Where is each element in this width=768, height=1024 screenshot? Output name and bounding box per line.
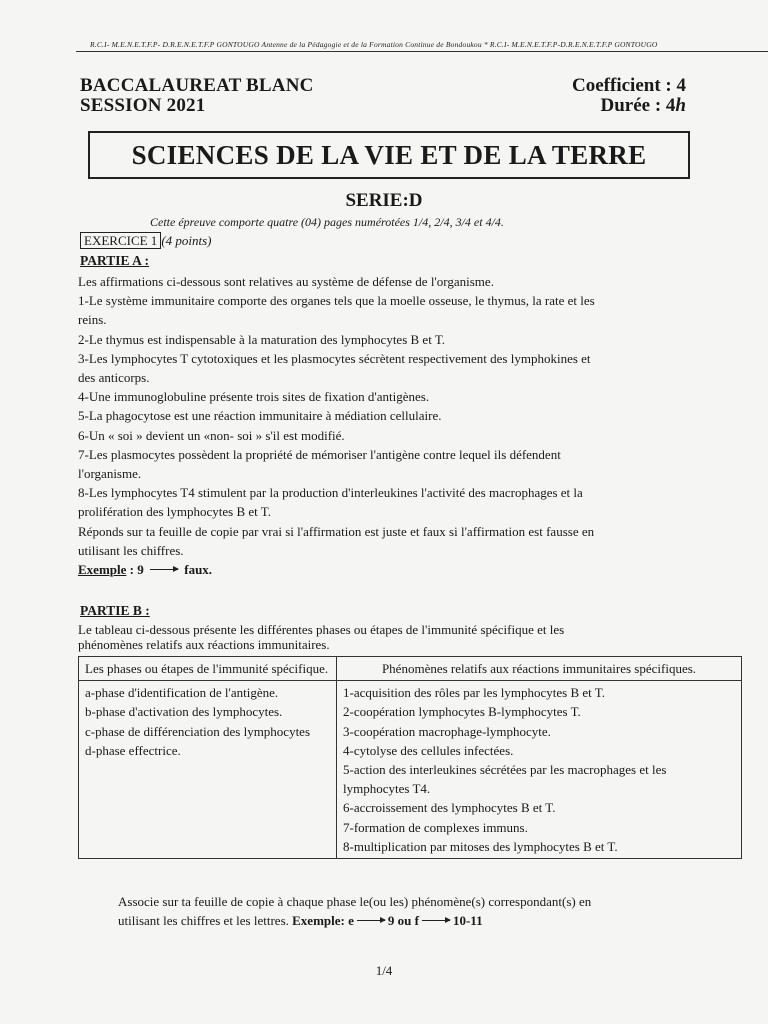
exam-duration — [601, 95, 687, 117]
phenomene-item: 5-action des interleukines sécrétées par les macrophages et les lymphocytes T4. — [343, 762, 667, 797]
duration-label: Durée : 4 — [600, 95, 676, 116]
partie-b-instruction — [118, 892, 591, 930]
duration-unit: h — [675, 95, 686, 116]
partie-a-line: reins. — [78, 312, 107, 328]
phenomene-item: 6-accroissement des lymphocytes B et T. — [343, 800, 556, 816]
exam-session: SESSION 2021 — [80, 95, 206, 116]
page-number: 1/4 — [375, 963, 393, 978]
example-label: Exemple — [78, 562, 127, 578]
phase-item: a-phase d'identification de l'antigène. — [85, 685, 279, 701]
example-b-letter-1: e — [348, 913, 354, 928]
phenomene-item: 7-formation de complexes immuns. — [343, 819, 528, 835]
phases-cell — [79, 681, 337, 859]
subject-title: SCIENCES DE LA VIE ET DE LA TERRE — [88, 131, 690, 179]
partie-a-title: PARTIE A : — [80, 253, 150, 268]
exercise-1-label: EXERCICE 1 — [80, 232, 161, 249]
partie-a-line: 8-Les lymphocytes T4 stimulent par la production d'interleukines l'activité des macrophages et la — [78, 485, 583, 501]
table-header-row — [79, 657, 742, 681]
example-b-label: Exemple: — [292, 913, 345, 928]
example-value: : 9 — [126, 562, 147, 578]
instruction-line-1: Associe sur ta feuille de copie à chaque phase le(ou les) phénomène(s) correspondant(s) en — [118, 894, 592, 909]
partie-a-line: Réponds sur ta feuille de copie par vrai si l'affirmation est juste et faux si l'affirmation est fausse en — [78, 523, 595, 539]
phenomene-item: 2-coopération lymphocytes B-lymphocytes T. — [343, 704, 581, 720]
phase-item: c-phase de différenciation des lymphocytes — [85, 723, 311, 739]
example-b-value-2: 10-11 — [452, 913, 483, 928]
header-institution-line: R.C.I- M.E.N.E.T.F.P- D.R.E.N.E.T.F.P GONTOUGO Antenne de la Pédagogie et de la Formation Continue de Bondoukou * R.C.I- M.E.N.E.T.F.P-D.R.E.N.E.T.F.P GONTOUGO — [90, 40, 658, 49]
partie-b-intro-line: phénomènes relatifs aux réactions immunitaires. — [78, 637, 330, 653]
example-b-value-1: 9 — [387, 913, 395, 928]
phase-item: d-phase effectrice. — [85, 742, 181, 758]
phenomene-item: 1-acquisition des rôles par les lymphocytes B et T. — [343, 685, 605, 701]
arrow-icon — [422, 920, 450, 921]
partie-a-line: 6-Un « soi » devient un «non- soi » s'il est modifié. — [78, 427, 345, 443]
partie-a-line: des anticorps. — [78, 370, 150, 386]
partie-a-line: Les affirmations ci-dessous sont relatives au système de défense de l'organisme. — [78, 274, 494, 289]
partie-a-line: 1-Le système immunitaire comporte des organes tels que la moelle osseuse, le thymus, la rate et les — [78, 293, 595, 309]
partie-a-line: 2-Le thymus est indispensable à la maturation des lymphocytes B et T. — [78, 331, 446, 347]
arrow-icon — [150, 569, 178, 570]
serie-label: SERIE:D — [345, 190, 423, 211]
phases-table — [78, 656, 742, 859]
exam-title: BACCALAUREAT BLANC — [80, 75, 314, 96]
example-b-or: ou f — [397, 913, 419, 928]
arrow-icon — [357, 920, 385, 921]
phenomene-item: 4-cytolyse des cellules infectées. — [343, 742, 514, 758]
pages-note: Cette épreuve comporte quatre (04) pages numérotées 1/4, 2/4, 3/4 et 4/4. — [150, 215, 504, 229]
partie-a-line: 4-Une immunoglobuline présente trois sites de fixation d'antigènes. — [78, 389, 430, 405]
exercise-1-title — [80, 233, 212, 249]
table-row — [79, 681, 742, 859]
partie-b-title: PARTIE B : — [80, 603, 150, 618]
phenomenes-cell — [337, 681, 742, 859]
partie-a-example — [78, 560, 718, 579]
partie-a-line: 7-Les plasmocytes possèdent la propriété de mémoriser l'antigène contre lequel ils défendent — [78, 446, 561, 462]
exam-coefficient: Coefficient : 4 — [572, 75, 686, 96]
table-header-phases: Les phases ou étapes de l'immunité spécifique. — [79, 657, 337, 681]
instruction-line-2-text: utilisant les chiffres et les lettres. — [118, 913, 289, 928]
partie-b-intro — [78, 620, 718, 654]
example-answer: faux. — [180, 562, 213, 578]
partie-a-body — [78, 272, 718, 579]
exercise-1-points: (4 points) — [161, 233, 212, 248]
partie-a-line: l'organisme. — [78, 466, 142, 482]
instruction-line-2 — [118, 911, 591, 930]
phenomene-item: 3-coopération macrophage-lymphocyte. — [343, 723, 551, 739]
partie-a-line: prolifération des lymphocytes B et T. — [78, 504, 272, 520]
phase-item: b-phase d'activation des lymphocytes. — [85, 704, 283, 720]
phenomene-item: 8-multiplication par mitoses des lymphocytes B et T. — [343, 838, 618, 854]
table-header-phenomenes: Phénomènes relatifs aux réactions immunitaires spécifiques. — [337, 657, 742, 681]
partie-a-line: 5-La phagocytose est une réaction immunitaire à médiation cellulaire. — [78, 408, 442, 424]
partie-a-line: 3-Les lymphocytes T cytotoxiques et les plasmocytes sécrètent respectivement des lymphokines et — [78, 350, 591, 366]
partie-a-line: utilisant les chiffres. — [78, 542, 184, 558]
partie-b-intro-line: Le tableau ci-dessous présente les différentes phases ou étapes de l'immunité spécifique et les — [78, 622, 565, 637]
header-rule — [76, 51, 768, 52]
